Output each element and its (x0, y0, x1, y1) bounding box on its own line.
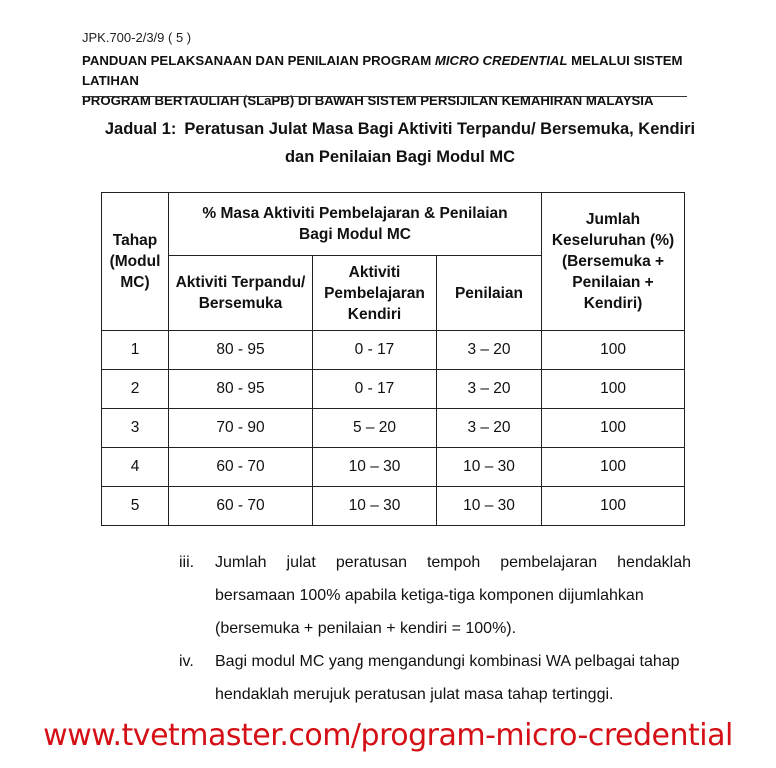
cell-penilaian: 10 – 30 (437, 487, 542, 526)
table-row (102, 409, 685, 448)
cell-jumlah: 100 (542, 448, 685, 487)
cell-terpandu: 60 - 70 (169, 487, 313, 526)
table-number: Jadual 1: (104, 120, 177, 138)
header-terpandu: Aktiviti Terpandu/ Bersemuka (169, 256, 313, 331)
cell-tahap: 1 (102, 331, 169, 370)
table-title (60, 115, 740, 171)
cell-tahap: 2 (102, 370, 169, 409)
cell-terpandu: 80 - 95 (169, 370, 313, 409)
cell-terpandu: 80 - 95 (169, 331, 313, 370)
cell-tahap: 3 (102, 409, 169, 448)
cell-penilaian: 3 – 20 (437, 409, 542, 448)
cell-kendiri: 10 – 30 (313, 448, 437, 487)
cell-penilaian: 3 – 20 (437, 331, 542, 370)
header-kendiri: Aktiviti Pembelajaran Kendiri (313, 256, 437, 331)
cell-jumlah: 100 (542, 487, 685, 526)
cell-tahap: 4 (102, 448, 169, 487)
table-row (102, 331, 685, 370)
cell-jumlah: 100 (542, 331, 685, 370)
header-emphasis: MICRO CREDENTIAL (434, 53, 568, 68)
note-number: iii. (179, 554, 195, 571)
table-row (102, 448, 685, 487)
cell-jumlah: 100 (542, 370, 685, 409)
cell-kendiri: 10 – 30 (313, 487, 437, 526)
table-row (102, 487, 685, 526)
header-line1: PANDUAN PELAKSANAAN DAN PENILAIAN PROGRAM MICRO CREDENTIAL MELALUI SISTEM LATIHAN (82, 53, 683, 88)
cell-kendiri: 0 - 17 (313, 370, 437, 409)
cell-tahap: 5 (102, 487, 169, 526)
cell-kendiri: 0 - 17 (313, 331, 437, 370)
header-penilaian: Penilaian (437, 256, 542, 331)
cell-penilaian: 10 – 30 (437, 448, 542, 487)
note-item (179, 645, 691, 711)
table-title-line1: Peratusan Julat Masa Bagi Aktiviti Terpandu/ Bersemuka, Kendiri (184, 120, 696, 138)
table-row (102, 370, 685, 409)
cell-penilaian: 3 – 20 (437, 370, 542, 409)
document-header (82, 51, 692, 111)
header-tahap: Tahap (Modul MC) (102, 193, 169, 331)
duration-range-table (101, 192, 685, 526)
watermark-url[interactable]: www.tvetmaster.com/program-micro-credential (43, 718, 733, 753)
note-text: Bagi modul MC yang mengandungi kombinasi WA pelbagai tahap hendaklah merujuk peratusan julat masa tahap tertinggi. (215, 653, 680, 703)
note-text: Jumlah julat peratusan tempoh pembelajaran hendaklah bersamaan 100% apabila ketiga-tiga komponen dijumlahkan (bersemuka + penilaian + kendiri = 100%). (215, 554, 691, 637)
note-number: iv. (179, 653, 194, 670)
table-title-line2: dan Penilaian Bagi Modul MC (284, 148, 516, 166)
header-divider (82, 96, 687, 97)
document-code: JPK.700-2/3/9 ( 5 ) (82, 30, 192, 45)
cell-terpandu: 70 - 90 (169, 409, 313, 448)
cell-kendiri: 5 – 20 (313, 409, 437, 448)
header-jumlah: Jumlah Keseluruhan (%) (Bersemuka + Penilaian + Kendiri) (542, 193, 685, 331)
note-item (179, 546, 691, 645)
header-line2: PROGRAM BERTAULIAH (SLaPB) DI BAWAH SISTEM PERSIJILAN KEMAHIRAN MALAYSIA (82, 93, 654, 108)
cell-jumlah: 100 (542, 409, 685, 448)
header-activity-group: % Masa Aktiviti Pembelajaran & Penilaian Bagi Modul MC (169, 193, 542, 256)
notes-list (179, 546, 691, 711)
cell-terpandu: 60 - 70 (169, 448, 313, 487)
